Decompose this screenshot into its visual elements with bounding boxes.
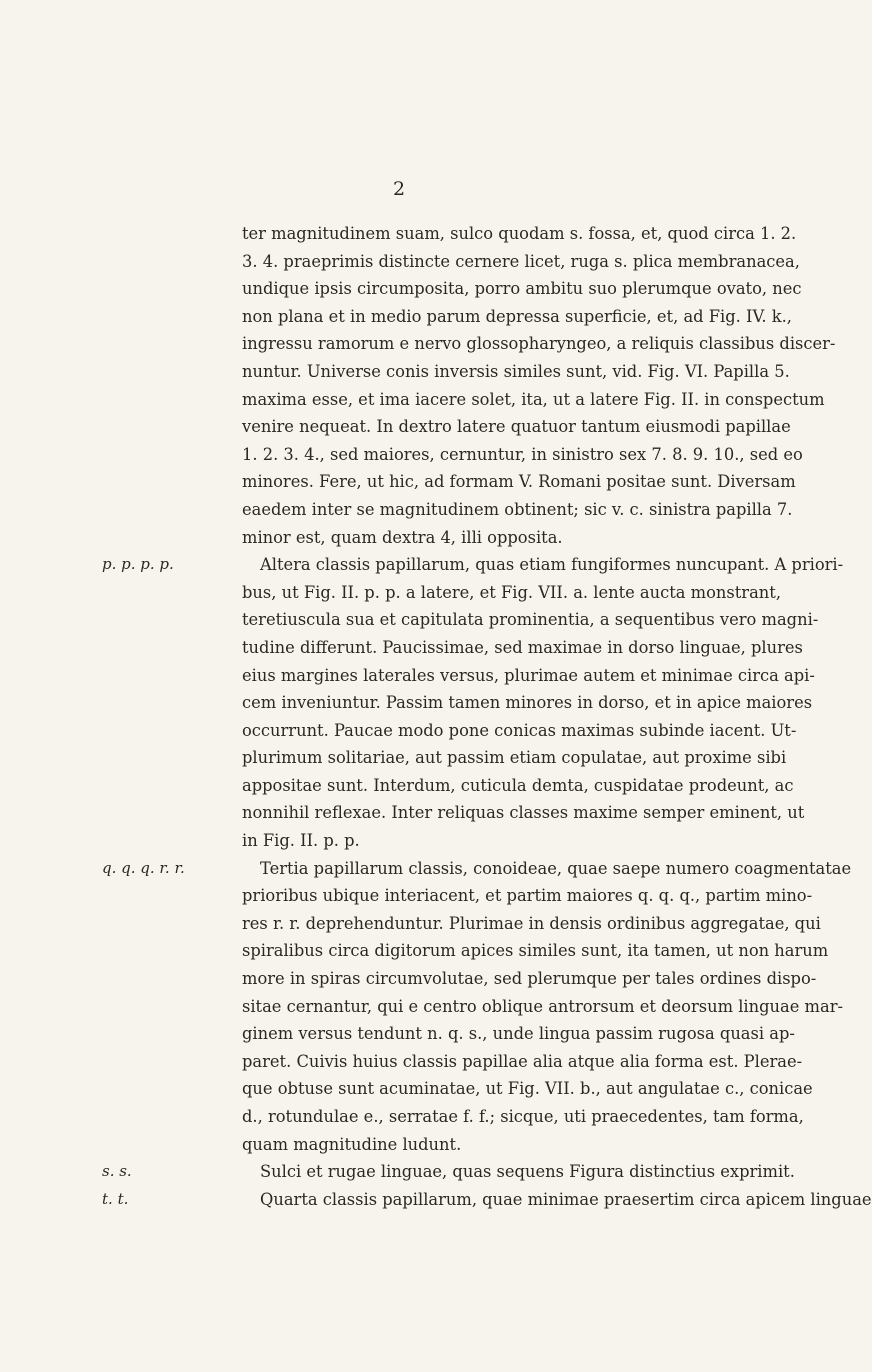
text-line bbox=[0, 855, 852, 883]
line-text: Sulci et rugae linguae, quas sequens Figura distinctius exprimit. bbox=[260, 1162, 795, 1182]
text-line bbox=[0, 496, 800, 524]
line-text: Altera classis papillarum, quas etiam fungiformes nuncupant. A priori- bbox=[260, 555, 844, 575]
line-text: d., rotundulae e., serratae f. f.; sicque, uti praecedentes, tam forma, bbox=[242, 1107, 804, 1126]
line-text: venire nequeat. In dextro latere quatuor tantum eiusmodi papillae bbox=[242, 417, 791, 437]
line-text: res r. r. deprehenduntur. Plurimae in densis ordinibus aggregatae, qui bbox=[242, 913, 821, 933]
text-line bbox=[0, 606, 819, 634]
text-line bbox=[0, 882, 813, 910]
text-line bbox=[0, 827, 800, 855]
line-text: eaedem inter se magnitudinem obtinent; sic v. c. sinistra papilla 7. bbox=[242, 499, 793, 519]
line-text: ter magnitudinem suam, sulco quodam s. fossa, et, quod circa 1. 2. bbox=[242, 224, 797, 243]
text-line bbox=[0, 441, 803, 469]
text-line bbox=[0, 468, 800, 496]
line-text: appositae sunt. Interdum, cuticula demta, cuspidatae prodeunt, ac bbox=[242, 775, 794, 795]
line-text: paret. Cuivis huius classis papillae alia atque alia forma est. Plerae- bbox=[242, 1051, 803, 1071]
page-number: 2 bbox=[392, 178, 406, 200]
text-line bbox=[0, 662, 815, 690]
text-line bbox=[0, 303, 800, 331]
text-line bbox=[0, 1131, 800, 1159]
text-line bbox=[0, 386, 825, 414]
text-line bbox=[0, 413, 800, 441]
text-line bbox=[0, 275, 800, 303]
text-line bbox=[0, 689, 813, 717]
body-text bbox=[0, 220, 872, 1213]
text-line bbox=[0, 220, 800, 248]
line-text: 3. 4. praeprimis distincte cernere licet, ruga s. plica membranacea, bbox=[242, 251, 800, 271]
line-text: ginem versus tendunt n. q. s., unde lingua passim rugosa quasi ap- bbox=[242, 1024, 795, 1044]
text-line bbox=[0, 717, 800, 745]
line-text: Quarta classis papillarum, quae minimae praesertim circa apicem linguae bbox=[260, 1189, 872, 1209]
text-line bbox=[0, 965, 817, 993]
text-line bbox=[0, 579, 800, 607]
margin-note: p. p. p. p. bbox=[102, 555, 174, 574]
margin-note: s. s. bbox=[102, 1162, 132, 1181]
text-line bbox=[0, 937, 829, 965]
line-text: sitae cernantur, qui e centro oblique antrorsum et deorsum linguae mar- bbox=[242, 996, 843, 1016]
line-text: quam magnitudine ludunt. bbox=[242, 1134, 462, 1154]
line-text: minores. Fere, ut hic, ad formam V. Romani positae sunt. Diversam bbox=[242, 472, 796, 492]
text-line bbox=[0, 993, 843, 1021]
text-line bbox=[0, 330, 836, 358]
line-text: 1. 2. 3. 4., sed maiores, cernuntur, in sinistro sex 7. 8. 9. 10., sed eo bbox=[242, 444, 803, 464]
text-line bbox=[0, 1020, 800, 1048]
line-text: tudine differunt. Paucissimae, sed maximae in dorso linguae, plures bbox=[242, 637, 803, 657]
line-text: que obtuse sunt acuminatae, ut Fig. VII. b., aut angulatae c., conicae bbox=[242, 1079, 813, 1099]
text-line bbox=[0, 799, 805, 827]
text-line bbox=[0, 524, 800, 552]
line-text: eius margines laterales versus, plurimae autem et minimae circa api- bbox=[242, 665, 815, 685]
line-text: bus, ut Fig. II. p. p. a latere, et Fig. VII. a. lente aucta monstrant, bbox=[242, 582, 781, 602]
line-text: nonnihil reflexae. Inter reliquas classes maxime semper eminent, ut bbox=[242, 803, 805, 823]
line-text: maxima esse, et ima iacere solet, ita, ut a latere Fig. II. in conspectum bbox=[242, 389, 825, 409]
text-line bbox=[0, 248, 800, 276]
line-text: cem inveniuntur. Passim tamen minores in dorso, et in apice maiores bbox=[242, 693, 813, 713]
text-line bbox=[0, 910, 821, 938]
line-text: teretiuscula sua et capitulata prominentia, a sequentibus vero magni- bbox=[242, 610, 819, 630]
line-text: nuntur. Universe conis inversis similes sunt, vid. Fig. VI. Papilla 5. bbox=[242, 361, 790, 381]
line-text: plurimum solitariae, aut passim etiam copulatae, aut proxime sibi bbox=[242, 748, 787, 768]
margin-note: t. t. bbox=[102, 1189, 129, 1208]
line-text: minor est, quam dextra 4, illi opposita. bbox=[242, 527, 563, 547]
line-text: occurrunt. Paucae modo pone conicas maximas subinde iacent. Ut- bbox=[242, 720, 797, 740]
text-line bbox=[0, 1103, 804, 1131]
line-text: spiralibus circa digitorum apices similes sunt, ita tamen, ut non harum bbox=[242, 941, 829, 961]
line-text: non plana et in medio parum depressa superficie, et, ad Fig. IV. k., bbox=[242, 306, 792, 326]
text-line bbox=[0, 1158, 800, 1186]
text-line bbox=[0, 551, 844, 579]
line-text: undique ipsis circumposita, porro ambitu suo plerumque ovato, nec bbox=[242, 279, 802, 299]
line-text: more in spiras circumvolutae, sed plerumque per tales ordines dispo- bbox=[242, 969, 817, 989]
margin-note: q. q. q. r. r. bbox=[102, 858, 185, 877]
text-line bbox=[0, 772, 800, 800]
line-text: ingressu ramorum e nervo glossopharyngeo, a reliquis classibus discer- bbox=[242, 334, 836, 354]
text-line bbox=[0, 1186, 872, 1214]
text-line bbox=[0, 744, 800, 772]
text-line bbox=[0, 1075, 813, 1103]
line-text: in Fig. II. p. p. bbox=[242, 831, 360, 851]
line-text: Tertia papillarum classis, conoideae, quae saepe numero coagmentatae bbox=[260, 858, 852, 878]
text-line bbox=[0, 634, 803, 662]
line-text: prioribus ubique interiacent, et partim maiores q. q. q., partim mino- bbox=[242, 886, 813, 906]
text-line bbox=[0, 358, 800, 386]
text-line bbox=[0, 1048, 803, 1076]
